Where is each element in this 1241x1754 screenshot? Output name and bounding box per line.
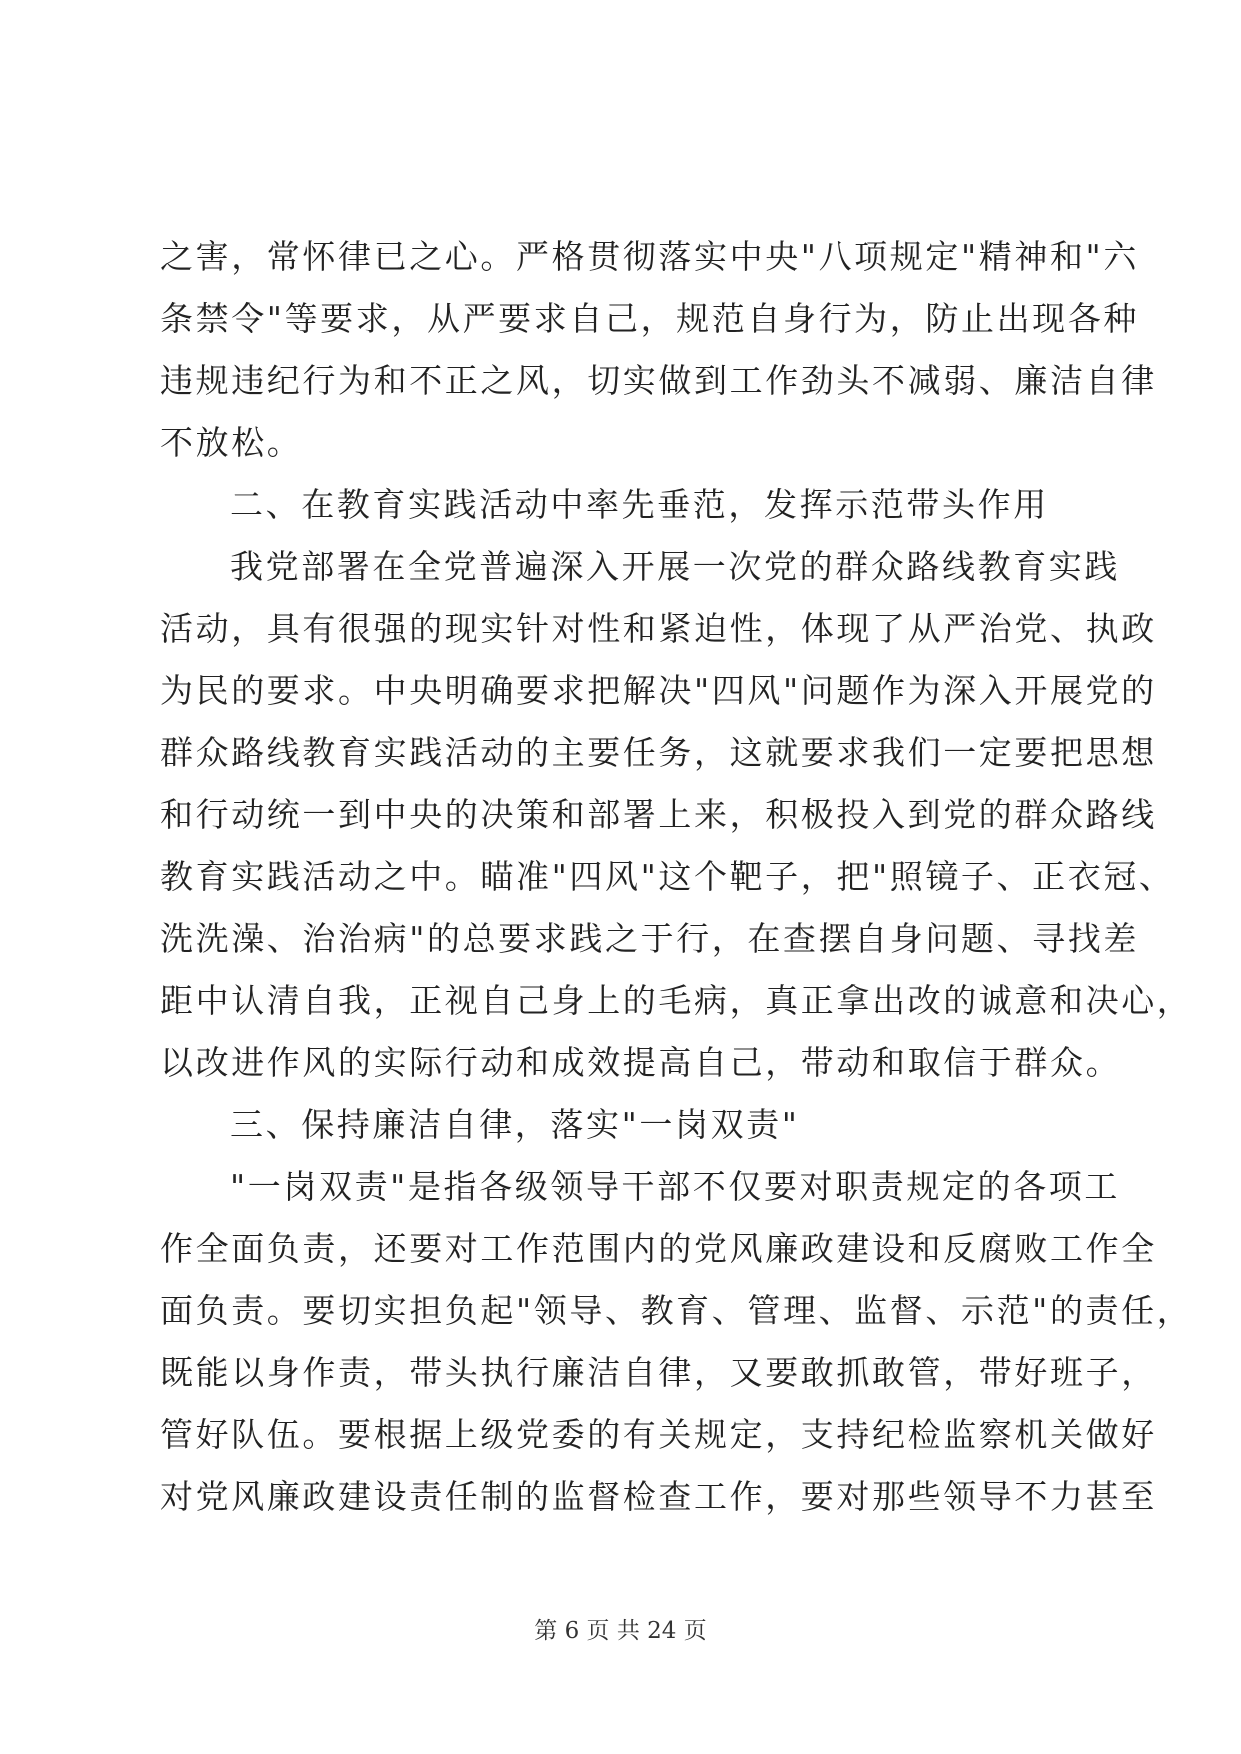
text-line: 群众路线教育实践活动的主要任务，这就要求我们一定要把思想 — [160, 733, 1157, 772]
section-heading: 二、在教育实践活动中率先垂范，发挥示范带头作用 — [230, 485, 1049, 524]
text-line: 面负责。要切实担负起"领导、教育、管理、监督、示范"的责任， — [160, 1291, 1193, 1330]
text-line: 洗洗澡、治治病"的总要求践之于行，在查摆自身问题、寻找差 — [160, 919, 1139, 958]
text-line: 对党风廉政建设责任制的监督检查工作，要对那些领导不力甚至 — [160, 1477, 1157, 1516]
section-heading: 三、保持廉洁自律，落实"一岗双责" — [230, 1105, 800, 1144]
text-line: 距中认清自我，正视自己身上的毛病，真正拿出改的诚意和决心， — [160, 981, 1193, 1020]
text-line: 条禁令"等要求，从严要求自己，规范自身行为，防止出现各种 — [160, 299, 1139, 338]
text-line: 既能以身作责，带头执行廉洁自律，又要敢抓敢管，带好班子， — [160, 1353, 1157, 1392]
text-line: 管好队伍。要根据上级党委的有关规定，支持纪检监察机关做好 — [160, 1415, 1157, 1454]
paragraph-start-line: 我党部署在全党普遍深入开展一次党的群众路线教育实践 — [230, 547, 1120, 586]
paragraph-start-line: "一岗双责"是指各级领导干部不仅要对职责规定的各项工 — [230, 1167, 1120, 1206]
text-line: 教育实践活动之中。瞄准"四风"这个靶子，把"照镜子、正衣冠、 — [160, 857, 1175, 896]
page-footer: 第 6 页 共 24 页 — [534, 1618, 707, 1644]
text-line: 作全面负责，还要对工作范围内的党风廉政建设和反腐败工作全 — [160, 1229, 1157, 1268]
text-line: 和行动统一到中央的决策和部署上来，积极投入到党的群众路线 — [160, 795, 1157, 834]
text-line: 为民的要求。中央明确要求把解决"四风"问题作为深入开展党的 — [160, 671, 1157, 710]
text-line: 之害，常怀律已之心。严格贯彻落实中央"八项规定"精神和"六 — [160, 237, 1139, 276]
text-line: 不放松。 — [160, 423, 303, 462]
text-line: 活动，具有很强的现实针对性和紧迫性，体现了从严治党、执政 — [160, 609, 1157, 648]
text-line: 违规违纪行为和不正之风，切实做到工作劲头不减弱、廉洁自律 — [160, 361, 1157, 400]
document-body — [160, 226, 1193, 1528]
text-line: 以改进作风的实际行动和成效提高自己，带动和取信于群众。 — [160, 1043, 1122, 1082]
